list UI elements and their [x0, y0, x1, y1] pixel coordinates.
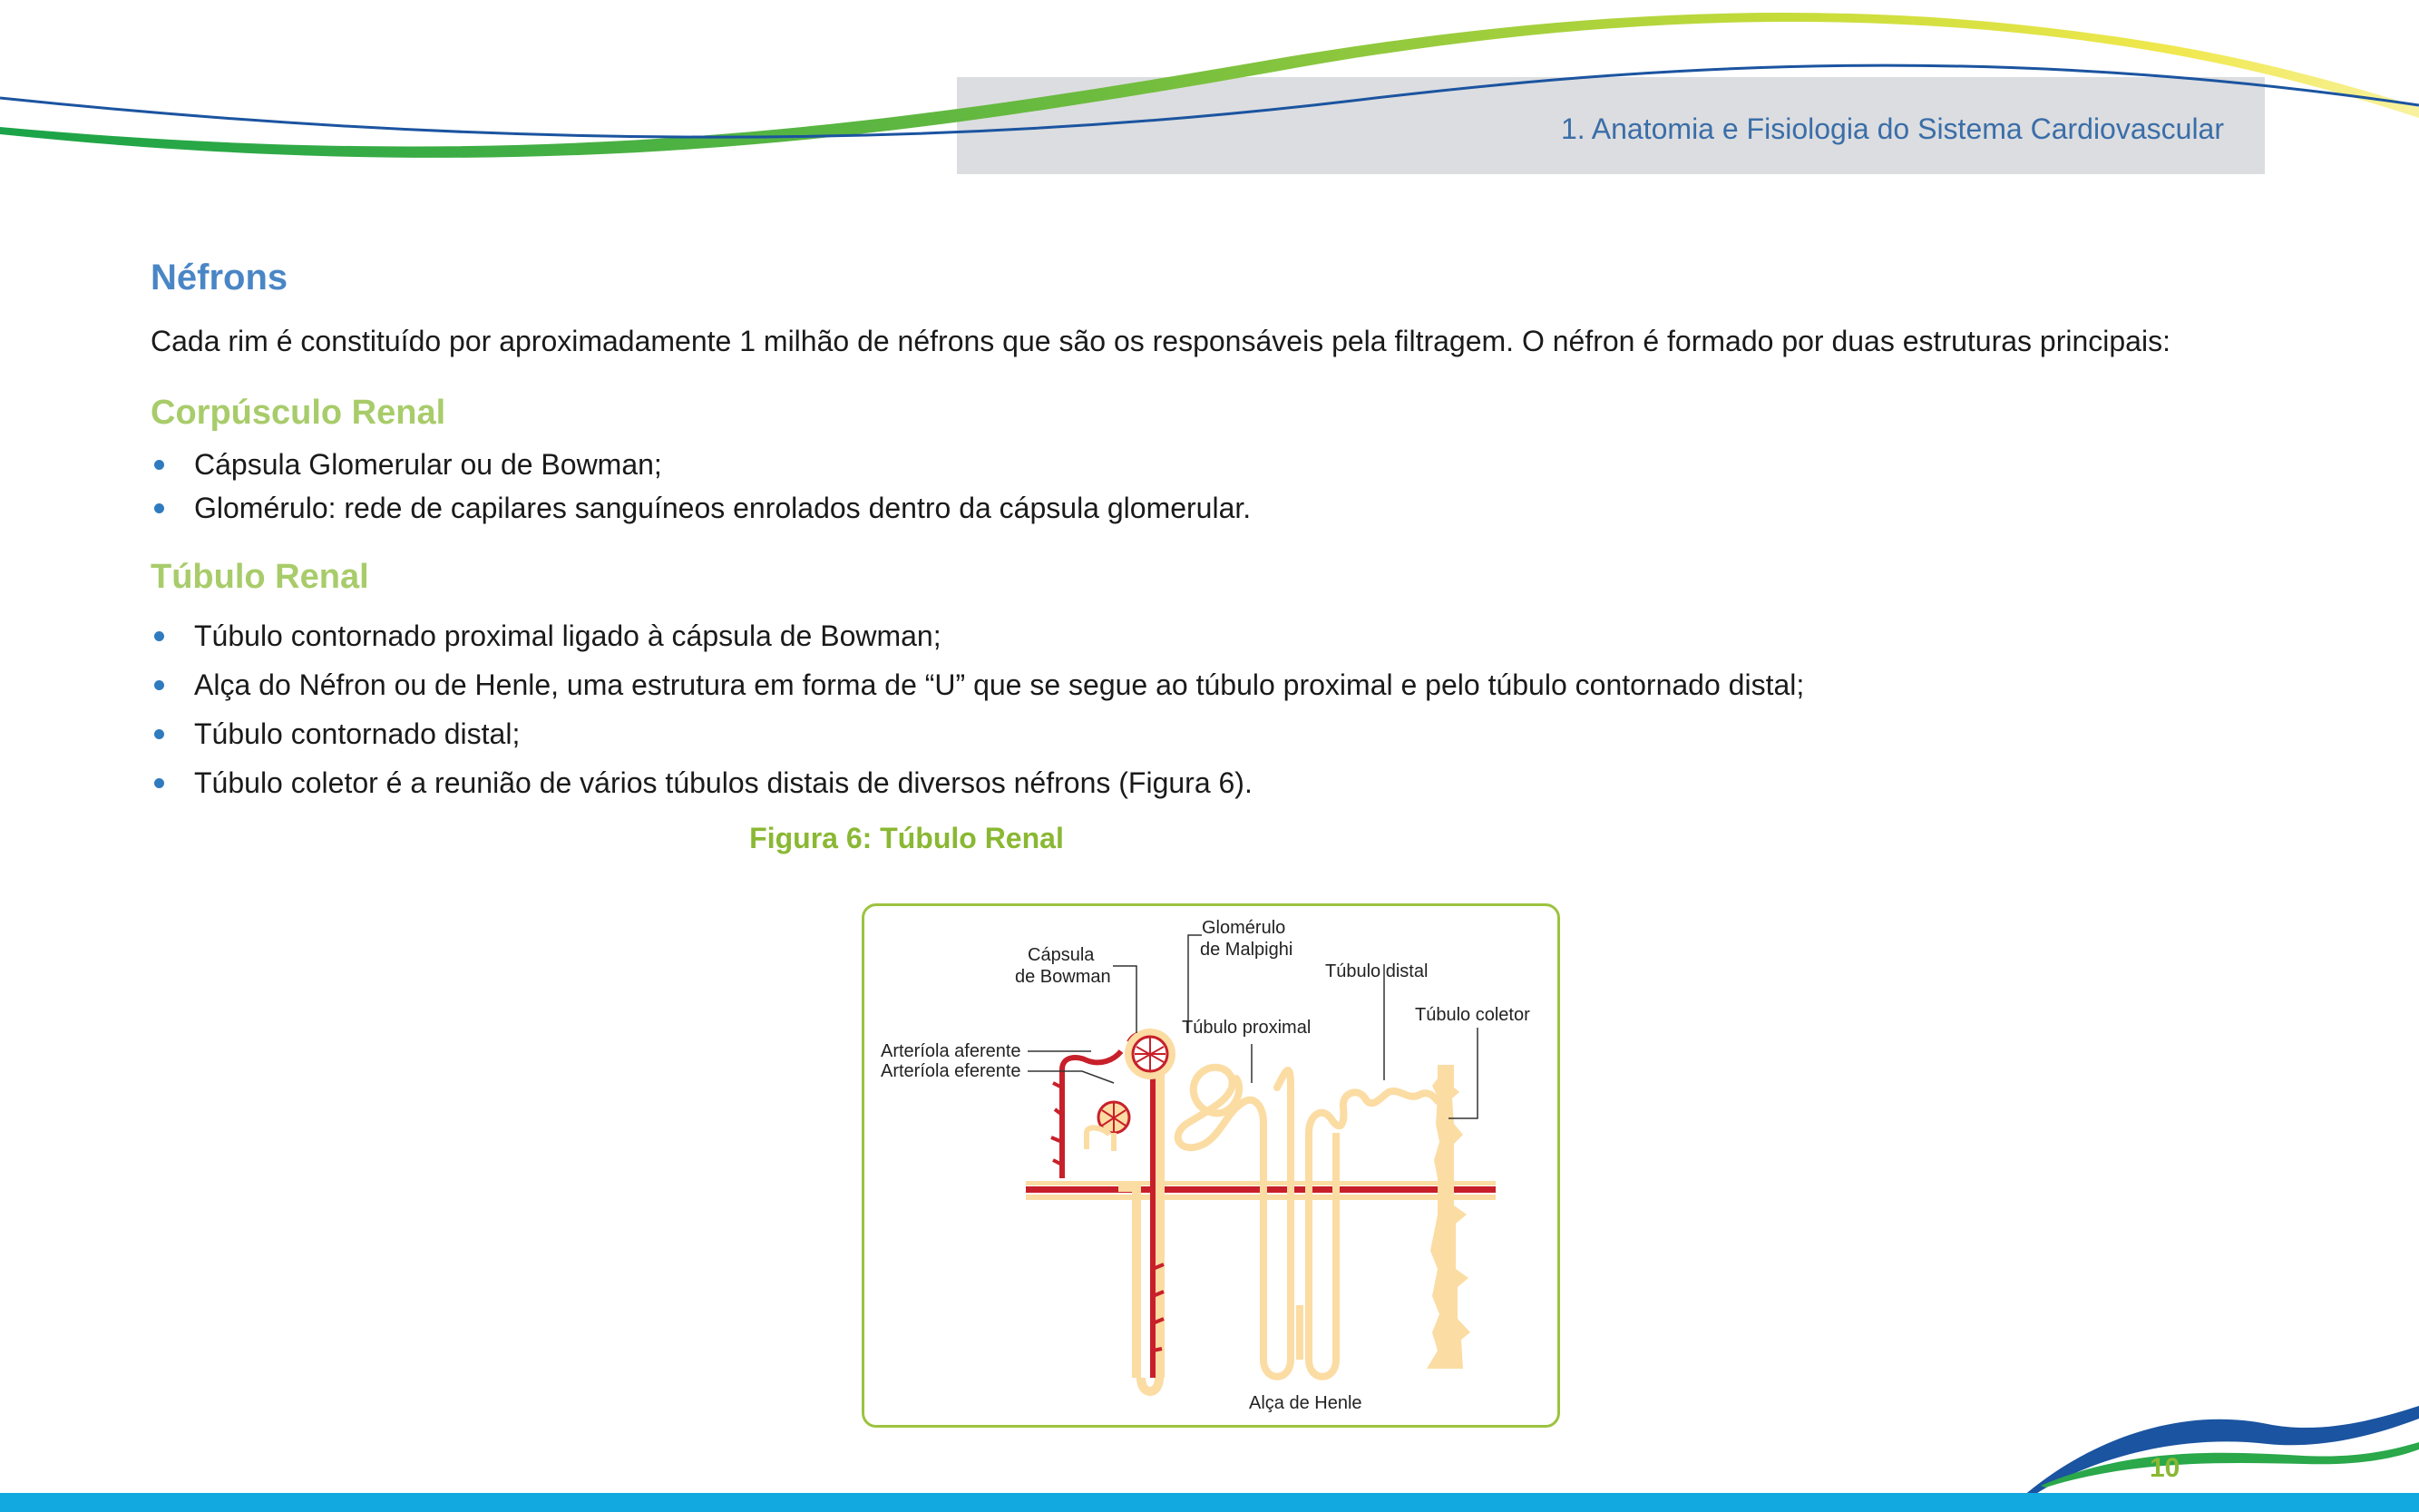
- list-item: Glomérulo: rede de capilares sanguíneos enrolados dentro da cápsula glomerular.: [151, 486, 1251, 530]
- label-alca-henle: Alça de Henle: [1249, 1393, 1362, 1413]
- figure-caption: Figura 6: Túbulo Renal: [749, 822, 1064, 854]
- figure-nephron: [862, 903, 1560, 1428]
- list-item: Túbulo contornado distal;: [151, 709, 1804, 758]
- label-glomerulo-2: de Malpighi: [1200, 940, 1293, 960]
- leader-capsula: [1113, 966, 1136, 1033]
- footer-swoosh: [0, 1379, 2419, 1512]
- tubulo-heading: Túbulo Renal: [151, 558, 369, 596]
- label-tubulo-distal: Túbulo distal: [1325, 961, 1429, 981]
- knot-tubule: [1087, 1127, 1114, 1151]
- label-arteriola-eferente: Arteríola eferente: [881, 1061, 1021, 1081]
- corpusculo-heading: Corpúsculo Renal: [151, 394, 446, 432]
- label-tubulo-coletor: Túbulo coletor: [1415, 1005, 1530, 1025]
- page-number: 10: [2150, 1453, 2180, 1483]
- figure-caption-wrap: [0, 822, 2419, 855]
- proximal-tubule-loop: [1178, 1068, 1291, 1377]
- header-swoosh: [0, 0, 2419, 181]
- collecting-duct: [1427, 1065, 1470, 1369]
- tubulo-list: [151, 611, 1804, 807]
- label-capsula-2: de Bowman: [1015, 967, 1111, 987]
- section-title: Néfrons: [151, 258, 288, 298]
- list-item: Túbulo contornado proximal ligado à cápsula de Bowman;: [151, 611, 1804, 660]
- list-item: Túbulo coletor é a reunião de vários túbulos distais de diversos néfrons (Figura 6).: [151, 758, 1804, 807]
- label-glomerulo-1: Glomérulo: [1202, 918, 1286, 938]
- list-item: Alça do Néfron ou de Henle, uma estrutura em forma de “U” que se segue ao túbulo proximal e pelo túbulo contornado distal;: [151, 660, 1804, 709]
- distal-tubule: [1309, 1091, 1438, 1377]
- tubule-left-limb: [1118, 1187, 1136, 1378]
- label-tubulo-proximal: Túbulo proximal: [1182, 1018, 1312, 1038]
- list-item: Cápsula Glomerular ou de Bowman;: [151, 443, 1251, 486]
- intro-paragraph: Cada rim é constituído por aproximadamente 1 milhão de néfrons que são os responsáveis pela filtragem. O néfron é formado por duas estruturas principais:: [151, 325, 2170, 357]
- corpusculo-list: [151, 443, 1251, 530]
- nephron-diagram: [864, 906, 1557, 1425]
- chapter-title: 1. Anatomia e Fisiologia do Sistema Cardiovascular: [1560, 112, 2224, 145]
- leader-efferent: [1028, 1071, 1114, 1083]
- label-capsula-1: Cápsula: [1028, 945, 1095, 965]
- label-arteriola-aferente: Arteríola aferente: [881, 1041, 1021, 1061]
- footer-bar: [0, 1493, 2419, 1512]
